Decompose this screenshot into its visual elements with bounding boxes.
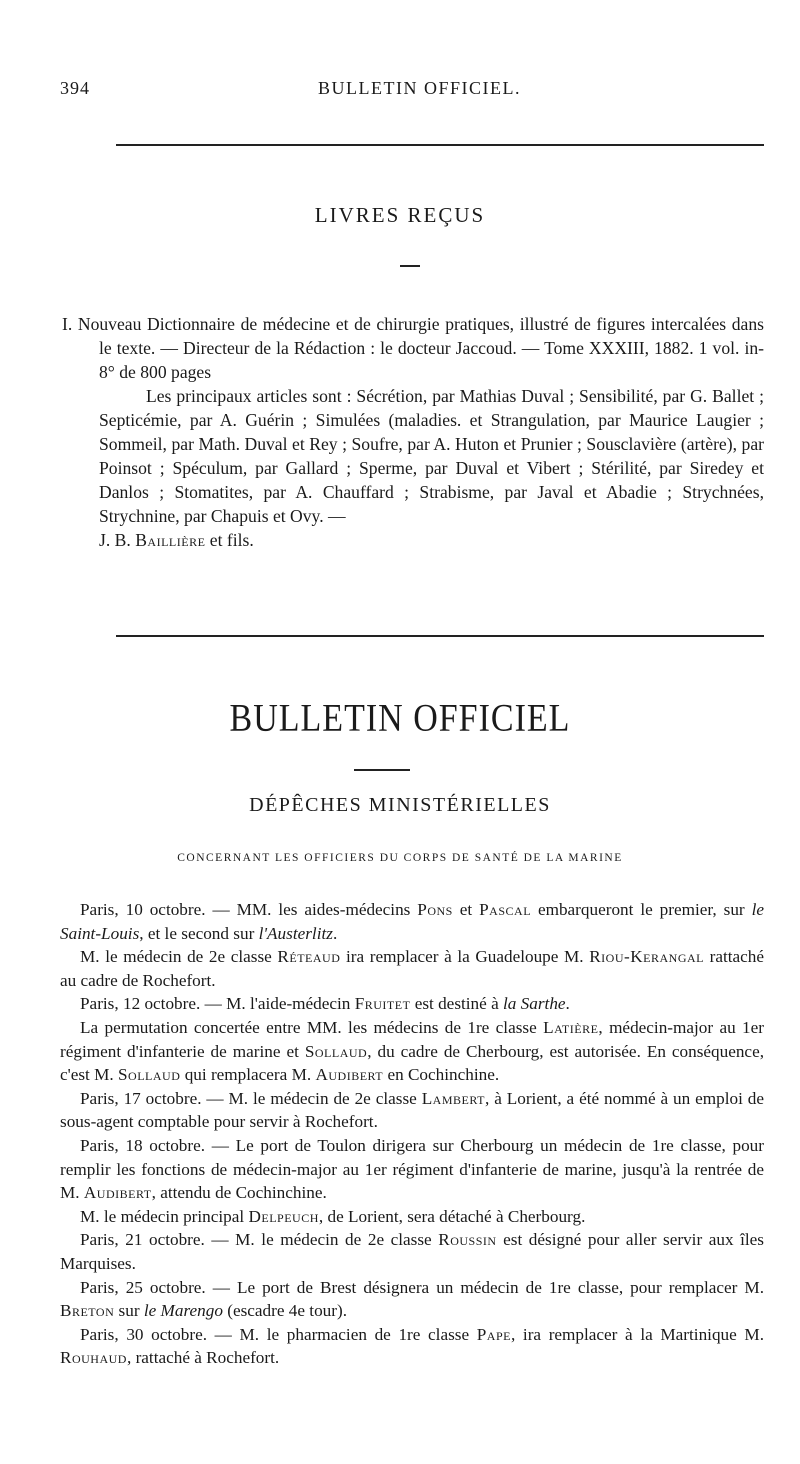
dispatch-text: Lambert [421,1088,485,1108]
dispatch-text: Paris, 21 octobre. — M. le médecin de 2e classe [80,1230,439,1250]
dispatch-text: rattaché au cadre de Rochefort. [60,947,764,990]
dispatch-text: M. le médecin de 2e classe [80,947,278,967]
dispatch-text: Riou-Kerangal [589,947,704,967]
livres-heading: LIVRES REÇUS [314,203,486,227]
dispatch-text: , ira remplacer à la Martinique M. [510,1324,764,1344]
dispatch-paragraph [60,945,764,992]
dispatch-text: (escadre 4e tour). [222,1301,348,1321]
top-rule [116,144,764,146]
dispatch-paragraph [60,1134,764,1205]
livres-entry [62,312,764,552]
dispatch-text: Pascal [479,900,532,919]
dispatch-text: Réteaud [277,947,341,967]
publisher-suffix: et fils. [205,530,254,550]
dispatch-text: M. le médecin principal [80,1206,249,1226]
dispatch-text: qui remplacera M. [180,1065,316,1085]
entry-publisher [62,528,764,552]
dispatch-text: est destiné à [410,994,503,1014]
dispatch-text: Rouhaud [60,1348,127,1368]
dispatch-text: . [565,994,570,1014]
dispatch-text: le Marengo [143,1301,223,1321]
dispatch-text: sur [114,1301,144,1321]
dispatch-text: . [332,923,338,943]
dispatch-text: Audibert [83,1183,152,1203]
dispatch-text: la Sarthe [503,994,566,1014]
dispatch-text: , du cadre de Cherbourg, est autorisée. En conséquence, c'est M. [60,1041,764,1085]
dispatch-text: Paris, 12 octobre. — M. l'aide-médecin [80,994,355,1014]
dispatch-text: le Saint-Louis [60,900,764,943]
dispatch-paragraph [60,1276,764,1323]
dispatch-text: La permutation concertée entre MM. les médecins de 1re classe [80,1017,544,1037]
dispatch-text: ira remplacer à la Guadeloupe M. [340,947,590,967]
dispatch-text: , de Lorient, sera détaché à Cherbourg. [318,1206,586,1226]
dispatch-text: Pons [417,900,453,919]
depeches-subheading: CONCERNANT LES OFFICIERS DU CORPS DE SANTÉ DE LA MARINE [177,852,623,864]
depeches-heading: DÉPÊCHES MINISTÉRIELLES [249,794,551,816]
dispatch-text: Paris, 18 octobre. — Le port de Toulon dirigera sur Cherbourg un médecin de 1re classe, pour remplir les fonctions de médecin-major au 1er régiment d'infanterie de marine, jusqu'à la rentrée de M. [60,1135,764,1203]
dispatch-text: Fruitet [354,994,411,1014]
dispatch-text: , attendu de Cochinchine. [151,1183,327,1203]
dispatch-text: , et le second sur [139,923,259,943]
dispatch-paragraph [60,1228,764,1275]
dispatch-paragraph [60,992,764,1016]
heading-dash [400,265,420,267]
section-rule [116,635,764,637]
title-rule [354,769,410,771]
dispatch-text: Paris, 17 octobre. — M. le médecin de 2e classe [80,1088,422,1108]
dispatch-text: Paris, 25 octobre. — Le port de Brest désignera un médecin de 1re classe, pour remplacer M. [80,1277,764,1297]
dispatch-text: Delpeuch [248,1206,319,1226]
dispatch-text: Roussin [438,1230,497,1250]
dispatch-text: , rattaché à Rochefort. [126,1348,280,1368]
dispatch-text: , médecin-major au 1er régiment d'infanterie de marine et [60,1017,764,1061]
entry-detail: Les principaux articles sont : Sécrétion, par Mathias Duval ; Sensibilité, par G. Ballet ; Septicémie, par A. Guérin ; Simulées (maladies. et Strangulation, par Maurice Laugier ; Sommeil, par Math. Duval et Rey ; Soufre, par A. Huton et Prunier ; Sousclavière (artère), par Poinsot ; Spéculum, par Gallard ; Sperme, par Duval et Vibert ; Stérilité, par Siredey et Danlos ; Stomatites, par A. Chauffard ; Strabisme, par Javal et Abadie ; Strychnées, Strychnine, par Chapuis et Ovy. — [99,386,764,526]
dispatch-text: , à Lorient, a été nommé à un emploi de sous-agent comptable pour servir à Rochefort. [60,1088,764,1132]
dispatch-text: Pape [476,1324,511,1344]
publisher-name: Baillière [135,530,206,550]
dispatch-text: Sollaud [118,1065,181,1085]
dispatch-text: Sollaud [304,1041,368,1061]
running-title: BULLETIN OFFICIEL. [318,78,521,98]
publisher-prefix: J. B. [99,530,136,550]
dispatch-text: Paris, 30 octobre. — M. le pharmacien de 1re classe [80,1324,477,1344]
dispatch-text: Latière [543,1017,599,1037]
dispatch-paragraph [60,1016,764,1087]
dispatch-text: l'Austerlitz [258,923,333,943]
dispatch-text: est désigné pour aller servir aux îles Marquises. [60,1230,764,1273]
dispatch-paragraph [60,1087,764,1134]
dispatch-text: Audibert [315,1065,384,1085]
entry-text: I. Nouveau Dictionnaire de médecine et de chirurgie pratiques, illustré de figures intercalées dans le texte. — Directeur de la Rédaction : le docteur Jaccoud. — Tome XXXIII, 1882. 1 vol. in-8° de 800 pages [62,314,764,382]
running-head [60,78,760,102]
page-number: 394 [60,78,90,98]
bulletin-title: BULLETIN OFFICIEL [229,697,571,740]
dispatch-list [60,898,764,1370]
dispatch-text: et [452,900,480,919]
dispatch-paragraph [60,1323,764,1370]
dispatch-text: Paris, 10 octobre. — MM. les aides-médecins [80,900,418,919]
dispatch-text: Breton [60,1301,115,1321]
dispatch-text: embarqueront le premier, sur [531,900,752,919]
dispatch-text: en Cochinchine. [383,1065,500,1085]
dispatch-paragraph [60,898,764,945]
dispatch-paragraph [60,1205,764,1229]
